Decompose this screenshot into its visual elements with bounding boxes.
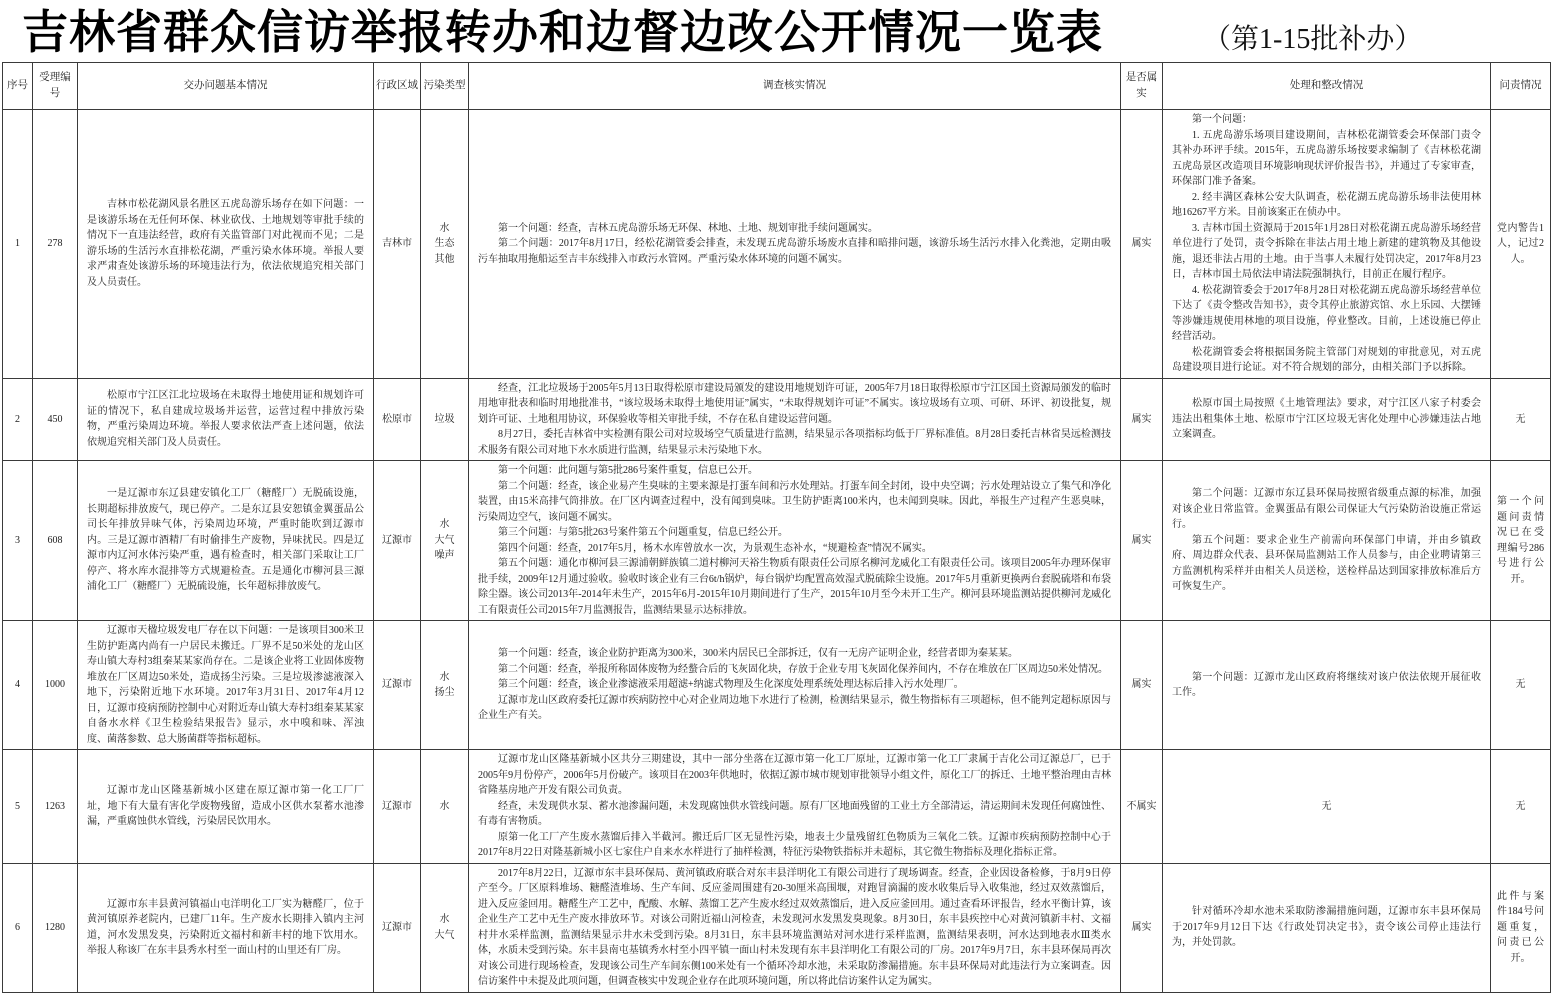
table-row (3, 378, 1551, 461)
cell-problem: 辽源市龙山区隆基新城小区建在原辽源市第一化工厂厂址，地下有大量有害化学废物残留，造成小区供水泵蓄水池渗漏，严重腐蚀供水管线，污染居民饮用水。 (78, 750, 374, 864)
cell-investigation: 经查，江北垃圾场于2005年5月13日取得松原市建设局颁发的建设用地规划许可证，2005年7月18日取得松原市宁江区国土资源局颁发的临时用地审批表和临时用地批准书，“该垃圾场未取得土地使用证”属实，“未取得规划许可证”不属实。该垃圾场有立项、可研、环评、初设批复，规划许可证、土地租用协议，环保验收等相关审批手续，不存在私自建设运营问题。 8月27日，委托吉林省中实检测有限公司对垃圾场空气质量进行监测，结果显示各项指标均低于厂界标准值。8月28日委托吉林省昊远检测技术服务有限公司对地下水水质进行监测，结果显示未污染地下水。 (469, 378, 1121, 461)
cell-pollution-type: 水 生态 其他 (421, 110, 469, 379)
cell-problem: 一是辽源市东辽县建安镇化工厂（糖醛厂）无脱硫设施，长期超标排放废气，现已停产。二是东辽县安恕镇金翼蛋品公司长年排放异味气体，污染周边环境，严重时能吹到辽源市内。三是辽源市酒精厂有时偷排生产废物，异味扰民。四是辽源市内辽河水体污染严重，遇有检查时，相关部门采取让工厂停产、将水库水混排等方式规避检查。五是通化市柳河县三源浦化工厂（糖醛厂）无脱硫设施，长年超标排放废气。 (78, 461, 374, 621)
table-row (3, 110, 1551, 379)
cell-seq: 6 (3, 863, 33, 992)
cell-accountability: 第一个问题问责情况已在受理编号286号进行公开。 (1491, 461, 1551, 621)
col-header-verified: 是否属实 (1121, 63, 1163, 110)
cell-handling: 第二个问题：辽源市东辽县环保局按照省级重点源的标准，加强对该企业日常监管。金翼蛋品有限公司保证大气污染防治设施正常运行。 第五个问题：要求企业生产前需向环保部门申请，并由乡镇政府、周边群众代表、县环保局监测站工作人员参与，由企业聘请第三方监测机构采样并由相关人员送检，送检样品达到国家排放标准后方可恢复生产。 (1163, 461, 1491, 621)
cell-investigation: 第一个问题：此问题与第5批286号案件重复，信息已公开。 第二个问题：经查，该企业易产生臭味的主要来源是打蛋车间和污水处理站。打蛋车间全封闭，设中央空调；污水处理站设立了集气和净化装置，由15米高排气筒排放。在厂区内调查过程中，没有闻到臭味。卫生防护距离100米内，也未闻到臭味。因此，举报生产过程产生恶臭味，污染周边空气，该问题不属实。 第三个问题：与第5批263号案件第五个问题重复，信息已经公开。 第四个问题：经查，2017年5月，杨木水库曾放水一次，为景观生态补水，“规避检查”情况不属实。 第五个问题：通化市柳河县三源浦朝鲜族镇二道村柳河天裕生物质有限责任公司原名柳河龙威化工有限责任公司。该项目2005年办理环保审批手续，2009年12月通过验收。验收时该企业有三台6t/h锅炉，每台锅炉均配置高效湿式脱硫除尘设施。2017年5月重新更换两台套脱硫塔和布袋除尘器。该公司2013年-2014年未生产，2015年6月-2015年10月期间进行了生产，2015年10月至今未开工生产。柳河县环境监测站提供柳河龙威化工有限责任公司2015年7月监测报告，监测结果显示达标排放。 (469, 461, 1121, 621)
cell-accountability: 无 (1491, 750, 1551, 864)
cell-pollution-type: 水 扬尘 (421, 621, 469, 750)
cell-region: 松原市 (374, 378, 421, 461)
cell-pollution-type: 垃圾 (421, 378, 469, 461)
cell-handling: 无 (1163, 750, 1491, 864)
cell-region: 吉林市 (374, 110, 421, 379)
cell-pollution-type: 水 大气 噪声 (421, 461, 469, 621)
cell-investigation: 2017年8月22日，辽源市东丰县环保局、黄河镇政府联合对东丰县洋明化工有限公司进行了现场调查。经查，企业因设备检修，于8月9日停产至今。厂区原料堆场、糖醛渣堆场、生产车间、反应釜周围建有20-30厘米高围堰，对跑冒滴漏的废水收集后导入收集池，经过双效蒸馏后，进入反应釜回用。糖醛生产工艺中，配酸、水解、蒸馏工艺产生废水经过双效蒸馏后，进入反应釜回用。通过查看环评报告，经水平衡计算，该企业生产工艺中无生产废水排放环节。对该公司附近福山河检查，未发现河水发黑发臭现象。8月30日，东丰县疾控中心对黄河镇新丰村、文福村井水采样监测，监测结果显示井水未受到污染。8月31日，东丰县环境监测站对河水进行采样监测，监测结果表明，河水达到地表水Ⅲ类水体，水质未受到污染。东丰县南屯基镇秀水村至小四平镇一面山村未发现有东丰县洋明化工有限公司的厂房。2017年9月7日，东丰县环保局再次对该公司进行现场检查，发现该公司生产车间东侧100米处有一个循环冷却水池，未采取防渗漏措施。东丰县环保局对此违法行为立案调查。因信访案件中未提及此项问题，但调查核实中发现企业存在此项环境问题，所以将此信访案件认定为属实。 (469, 863, 1121, 992)
petition-table (2, 62, 1551, 993)
cell-investigation: 辽源市龙山区隆基新城小区共分三期建设，其中一部分坐落在辽源市第一化工厂原址，辽源市第一化工厂隶属于吉化公司辽源总厂，已于2005年9月份停产，2006年5月份破产。该项目在2003年供地时，依据辽源市城市规划审批领导小组文件，原化工厂的拆迁、土地平整治理由吉林省隆基房地产开发有限公司负责。 经查，未发现供水泵、蓄水池渗漏问题，未发现腐蚀供水管线问题。原有厂区地面残留的工业土方全部清运，清运期间未发现任何腐蚀性、有毒有害物质。 原第一化工厂产生废水蒸馏后排入半截河。搬迁后厂区无显性污染，地表土少量残留红色物质为三氧化二铁。辽源市疾病预防控制中心于2017年8月22日对隆基新城小区七家住户自来水水样进行了抽样检测，特征污染物铁指标并未超标，其它微生物指标及理化指标正常。 (469, 750, 1121, 864)
cell-seq: 2 (3, 378, 33, 461)
cell-seq: 4 (3, 621, 33, 750)
cell-case-no: 1000 (33, 621, 78, 750)
cell-accountability: 无 (1491, 378, 1551, 461)
cell-seq: 3 (3, 461, 33, 621)
cell-handling: 针对循环冷却水池未采取防渗漏措施问题，辽源市东丰县环保局于2017年9月12日下达《行政处罚决定书》，责令该公司停止违法行为，并处罚款。 (1163, 863, 1491, 992)
col-header-problem: 交办问题基本情况 (78, 63, 374, 110)
cell-verified: 不属实 (1121, 750, 1163, 864)
col-header-case-no: 受理编号 (33, 63, 78, 110)
cell-seq: 5 (3, 750, 33, 864)
col-header-region: 行政区域 (374, 63, 421, 110)
col-header-investigation: 调查核实情况 (469, 63, 1121, 110)
col-header-handling: 处理和整改情况 (1163, 63, 1491, 110)
cell-verified: 属实 (1121, 378, 1163, 461)
table-row (3, 863, 1551, 992)
cell-accountability: 党内警告1人，记过2人。 (1491, 110, 1551, 379)
table-row (3, 750, 1551, 864)
table-row (3, 621, 1551, 750)
cell-case-no: 1280 (33, 863, 78, 992)
col-header-seq: 序号 (3, 63, 33, 110)
cell-pollution-type: 水 (421, 750, 469, 864)
cell-case-no: 1263 (33, 750, 78, 864)
cell-seq: 1 (3, 110, 33, 379)
cell-verified: 属实 (1121, 110, 1163, 379)
cell-region: 辽源市 (374, 863, 421, 992)
cell-verified: 属实 (1121, 863, 1163, 992)
cell-investigation: 第一个问题：经查，该企业防护距离为300米，300米内居民已全部拆迁，仅有一无房产证明企业，经营者即为秦某某。 第二个问题：经查，举报所称固体废物为经螯合后的飞灰固化块，存放于企业专用飞灰固化保养间内，不存在堆放在厂区周边50米处情况。 第三个问题：经查，该企业渗滤液采用超滤+纳滤式物理及生化深度处理系统处理达标后排入污水处理厂。 辽源市龙山区政府委托辽源市疾病防控中心对企业周边地下水进行了检测，检测结果显示，微生物指标有三项超标，但不能判定超标原因与企业生产有关。 (469, 621, 1121, 750)
page-title: 吉林省群众信访举报转办和边督边改公开情况一览表 (22, 5, 1103, 60)
header-row (3, 63, 1551, 110)
cell-verified: 属实 (1121, 461, 1163, 621)
cell-case-no: 450 (33, 378, 78, 461)
cell-investigation: 第一个问题：经查，吉林五虎岛游乐场无环保、林地、土地、规划审批手续问题属实。 第二个问题：2017年8月17日，经松花湖管委会排查，未发现五虎岛游乐场废水直排和暗排问题，该游乐场生活污水排入化粪池，定期由吸污车抽取用拖船运至吉丰东线排入市政污水管网。严重污染水体环境的问题不属实。 (469, 110, 1121, 379)
cell-case-no: 608 (33, 461, 78, 621)
table-row (3, 461, 1551, 621)
cell-problem: 松原市宁江区江北垃圾场在未取得土地使用证和规划许可证的情况下，私自建成垃圾场并运营，运营过程中排放污染物，严重污染周边环境。举报人要求依法严查上述问题，依法依规追究相关部门及人员责任。 (78, 378, 374, 461)
col-header-pollution-type: 污染类型 (421, 63, 469, 110)
page-subtitle: （第1-15批补办） (1203, 24, 1423, 55)
cell-handling: 松原市国土局按照《土地管理法》要求，对宁江区八家子村委会违法出租集体土地、松原市宁江区垃圾无害化处理中心涉嫌违法占地立案调查。 (1163, 378, 1491, 461)
cell-handling: 第一个问题：辽源市龙山区政府将继续对该户依法依规开展征收工作。 (1163, 621, 1491, 750)
cell-region: 辽源市 (374, 621, 421, 750)
cell-problem: 辽源市天楹垃圾发电厂存在以下问题：一是该项目300米卫生防护距离内尚有一户居民未搬迁。厂界不足50米处的龙山区寿山镇大寿村3组秦某某家尚存在。二是该企业将工业固体废物堆放在厂区周边50米处，造成扬尘污染。三是垃圾渗滤液深入地下，污染附近地下水环境。2017年3月31日、2017年4月12日，辽源市疫病预防控制中心对附近寿山镇大寿村3组秦某某家自备水水样《卫生检验结果报告》显示，水中嗅和味、浑浊度、菌落参数、总大肠菌群等指标超标。 (78, 621, 374, 750)
cell-handling: 第一个问题： 1. 五虎岛游乐场项目建设期间，吉林松花湖管委会环保部门责令其补办环评手续。2015年，五虎岛游乐场按要求编制了《吉林松花湖五虎岛景区改造项目环境影响现状评价报告书》，并通过了专家审查，环保部门准予备案。 2. 经丰满区森林公安大队调查，松花湖五虎岛游乐场非法使用林地16267平方米。目前该案正在侦办中。 3. 吉林市国土资源局于2015年1月28日对松花湖五虎岛游乐场经营单位进行了处罚，责令拆除在非法占用土地上新建的建筑物及其他设施，退还非法占用的土地。由于当事人未履行处罚决定，2017年8月23日，吉林市国土局依法申请法院强制执行，目前正在履行程序。 4. 松花湖管委会于2017年8月28日对松花湖五虎岛游乐场经营单位下达了《责令整改告知书》，责令其停止旅游宾馆、水上乐园、大摆锤等涉嫌违规使用林地的项目设施，停业整改。目前，上述设施已停止经营活动。 松花湖管委会将根据国务院主管部门对规划的审批意见，对五虎岛建设项目进行论证。对不符合规划的部分，由相关部门予以拆除。 (1163, 110, 1491, 379)
cell-problem: 吉林市松花湖风景名胜区五虎岛游乐场存在如下问题：一是该游乐场在无任何环保、林业砍伐、土地规划等审批手续的情况下一直违法经营，政府有关监管部门对此视而不见；二是游乐场的生活污水直排松花湖，严重污染水体环境。举报人要求严肃查处该游乐场的环境违法行为，依法依规追究相关部门及人员责任。 (78, 110, 374, 379)
cell-case-no: 278 (33, 110, 78, 379)
title-row (0, 0, 1553, 59)
cell-region: 辽源市 (374, 750, 421, 864)
cell-pollution-type: 水 大气 (421, 863, 469, 992)
cell-accountability: 无 (1491, 621, 1551, 750)
cell-verified: 属实 (1121, 621, 1163, 750)
cell-problem: 辽源市东丰县黄河镇福山屯洋明化工厂实为糖醛厂，位于黄河镇原养老院内，已建厂11年。生产废水长期排入镇内主河道，河水发黑发臭，污染附近文福村和新丰村的地下饮用水。举报人称该厂在东丰县秀水村至一面山村的山里还有厂房。 (78, 863, 374, 992)
cell-accountability: 此件与案件184号问题重复，问责已公开。 (1491, 863, 1551, 992)
cell-region: 辽源市 (374, 461, 421, 621)
col-header-accountability: 问责情况 (1491, 63, 1551, 110)
